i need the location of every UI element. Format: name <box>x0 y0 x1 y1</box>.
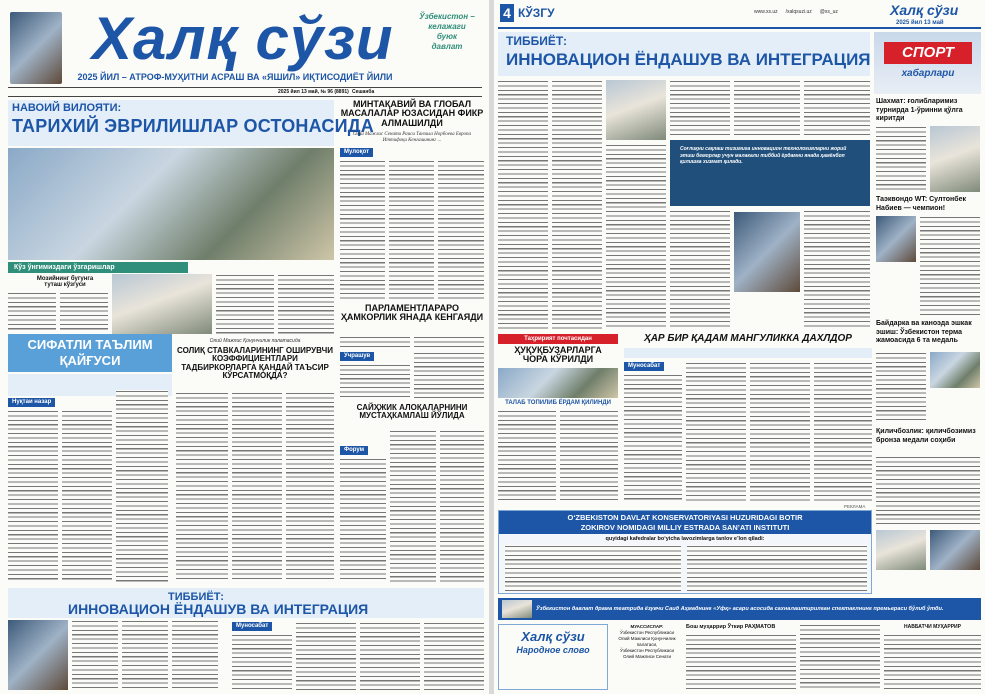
hospital-photo <box>734 212 800 292</box>
text-column <box>686 362 746 502</box>
pull-quote: Соғлиқни сақлаш тизимига инновацион технологияларни жорий этиш беморлар учун малакали тиббий ёрдамни янада ҳамёнбоп қилишга хизмат қилади. <box>670 140 870 206</box>
text-column <box>8 292 56 332</box>
chess-headline: Шахмат: ғолибларимиз турнирда 1-ўринни қўлга киритди <box>876 98 963 122</box>
imprint-text <box>884 634 981 690</box>
statue-image <box>10 12 62 84</box>
section-kuz: Кўз ўнгимиздаги ўзгаришлар <box>8 262 188 273</box>
text-column <box>670 210 730 330</box>
chess-photo <box>930 126 980 192</box>
front-page <box>0 0 489 694</box>
web-links <box>754 9 838 15</box>
step-lead <box>624 348 872 358</box>
text-column <box>122 620 168 690</box>
text-column <box>552 80 602 330</box>
navbat-label: НАВБАТЧИ МУҲАРРИР <box>904 624 961 630</box>
imprint-text <box>686 634 796 690</box>
section-mulokot: Мулоқот <box>340 148 373 157</box>
text-column <box>216 274 274 334</box>
page-number: 4 <box>500 4 514 22</box>
slogan: Ўзбекистон – келажаги буюк давлат <box>419 12 475 51</box>
text-column <box>60 292 108 332</box>
telegram-link[interactable]: @xs_uz <box>819 9 838 15</box>
fencing-photo-2 <box>930 530 980 570</box>
section-nuqtai: Нуқтаи назар <box>8 398 55 407</box>
imprint-text <box>800 624 880 690</box>
qonun-kicker: Олий Мажлис Қонунчилик палатасида <box>209 338 301 344</box>
text-column <box>734 80 800 136</box>
baydarka-headline: Байдарка ва каноэда эшкак эшиш: Ўзбекистон терма жамоасида 6 та медаль <box>876 320 972 344</box>
issue-info: 2025 йил 13 май, № 96 (8891) <box>278 89 349 95</box>
text-column <box>340 364 410 400</box>
regional-headline: НАВОИЙ ВИЛОЯТИ: ТАРИХИЙ ЭВРИЛИШЛАР ОСТОНАСИДА <box>8 100 334 146</box>
parliament-headline: ПАРЛАМЕНТЛАРАРО ҲАМКОРЛИК ЯНАДА КЕНГАЯДИ <box>340 303 484 323</box>
masthead-small: Халқ сўзи <box>890 2 959 18</box>
theatre-banner: Ўзбекистон давлат драма театрида ёзувчи Саид Аҳмаднинг «Уфқ» асари асосида сахналаштирилган спектаклнинг премьераси бўлиб ўтди. <box>498 598 981 620</box>
page-four <box>494 0 985 694</box>
text-column <box>8 410 58 582</box>
masthead: Халқ сўзи <box>92 5 394 72</box>
text-column <box>876 126 926 192</box>
fencing-photo <box>876 530 926 570</box>
doctor-photo <box>8 620 68 690</box>
tahririyat-photo <box>498 368 618 398</box>
founders: МУАССИСЛАР: Ўзбекистон Республикаси Олий Мажлиси Қонунчилик палатаси, Ўзбекистон Республикаси Олий Мажлиси Сенати <box>618 624 676 659</box>
text-column <box>606 144 666 330</box>
footer-masthead: Халқ сўзи Народное слово <box>498 624 608 690</box>
baydarka-photo <box>930 352 980 388</box>
text-column <box>72 620 118 690</box>
text-column <box>340 458 386 582</box>
hujum-subhead: ТАЛАБ ТОПИЛИБ ЁРДАМ ҚИЛИНДИ <box>505 400 611 406</box>
text-column <box>172 620 218 690</box>
section-munosabat: Муносабат <box>232 622 272 631</box>
text-column <box>414 336 484 348</box>
weekday: Сешанба <box>352 89 375 95</box>
world-subhead: Олий Мажлис Сенати Раиси Танзила Норбоева Европа Иттифоқи Кенгашининг ... <box>352 132 472 143</box>
text-column <box>424 622 484 690</box>
reklama-label: РЕКЛАМА <box>844 504 866 509</box>
taekwondo-headline: Таэквондо WT: Султонбек Набиев — чемпион! <box>876 196 966 212</box>
conservatory-ad: O‘ZBEKISTON DAVLAT KONSERVATORIYASI HUZURIDAGI BOTIR ZOKIROV NOMIDAGI MILLIY ESTRADA SAN’ATI INSTITUTI quyidagi kafedralar bo‘yicha lavozimlarga tanlov e’lon qiladi: <box>498 510 872 594</box>
text-column <box>498 80 548 330</box>
text-column <box>278 274 334 334</box>
text-column <box>750 362 810 502</box>
editor: Бош муҳаррир Ўткир РАҲМАТОВ <box>686 624 776 630</box>
tax-headline: СОЛИҚ СТАВКАЛАРИНИНГ ОШИРУВЧИ КОЭФФИЦИЕНТЛАРИ ТАДБИРКОРЛАРГА ҚАНДАЙ ТАЪСИР КЎРСАТМОҚДА? <box>177 346 333 381</box>
text-column <box>390 430 436 582</box>
year-banner: 2025 ЙИЛ – АТРОФ-МУҲИТНИ АСРАШ ВА «ЯШИЛ» ИҚТИСОДИЁТ ЙИЛИ <box>77 72 393 82</box>
text-column <box>804 210 870 330</box>
text-column <box>876 456 980 526</box>
text-column <box>670 80 730 136</box>
section-title: КЎЗГУ <box>518 6 555 20</box>
text-column <box>804 80 870 136</box>
text-column <box>389 160 434 300</box>
text-column <box>560 410 618 502</box>
text-column <box>440 430 484 582</box>
text-column <box>176 392 228 582</box>
kuz-photo <box>112 274 212 334</box>
sport-banner: СПОРТ хабарлари <box>874 32 981 94</box>
step-headline: ҲАР БИР ҚАДАМ МАНГУЛИККА ДАХЛДОР <box>644 333 852 344</box>
regional-lead <box>12 150 74 256</box>
bottom-headline: ТИББИЁТ: ИННОВАЦИОН ЁНДАШУВ ВА ИНТЕГРАЦИЯ <box>8 588 484 618</box>
hujum-headline: ҲУҚУҚБУЗАРЛАРГА ЧОРА КЎРИЛДИ <box>514 345 602 365</box>
say-headline: САЙҲЖИК АЛОҚАЛАРНИНИ МУСТАҲКАМЛАШ ЙЎЛИДА <box>356 403 468 421</box>
text-column <box>438 160 484 300</box>
text-column <box>920 216 980 316</box>
doctor-photo <box>606 80 666 140</box>
text-column <box>232 634 292 690</box>
text-column <box>62 410 112 582</box>
text-column <box>340 336 410 348</box>
world-headline: МИНТАҚАВИЙ ВА ГЛОБАЛ МАСАЛАЛАР ЮЗАСИДАН ФИКР АЛМАШИЛДИ <box>340 99 484 128</box>
text-column <box>360 622 420 690</box>
lead-headline: ТИББИЁТ: ИННОВАЦИОН ЁНДАШУВ ВА ИНТЕГРАЦИЯ <box>498 32 870 76</box>
facebook-link[interactable]: /xalqsuzi.uz <box>785 9 812 15</box>
kuz-headline: Мозийнинг бугунга туташ кўзгуси <box>36 276 94 289</box>
taekwondo-photo <box>876 216 916 262</box>
date-small: 2025 йил 13 май <box>896 20 944 26</box>
quality-headline: СИФАТЛИ ТАЪЛИМ ҚАЙҒУСИ <box>8 334 172 372</box>
text-column <box>296 622 356 690</box>
text-column <box>414 352 484 400</box>
kilich-headline: Қиличбозлик: қиличбозимиз бронза медали соҳиби <box>876 428 976 444</box>
text-column <box>498 410 556 502</box>
text-column <box>814 362 872 502</box>
section-uchrashuv: Учрашув <box>340 352 374 361</box>
text-column <box>116 390 168 582</box>
website-link[interactable]: www.xs.uz <box>754 9 778 15</box>
section-munosabat: Муносабат <box>624 362 664 371</box>
text-column <box>232 392 282 582</box>
text-column <box>340 160 385 300</box>
text-column <box>624 374 682 502</box>
text-column <box>286 392 334 582</box>
section-tahririyat: Таҳририят почтасидан <box>498 334 618 344</box>
text-column <box>876 352 926 422</box>
section-forum: Форум <box>340 446 368 455</box>
